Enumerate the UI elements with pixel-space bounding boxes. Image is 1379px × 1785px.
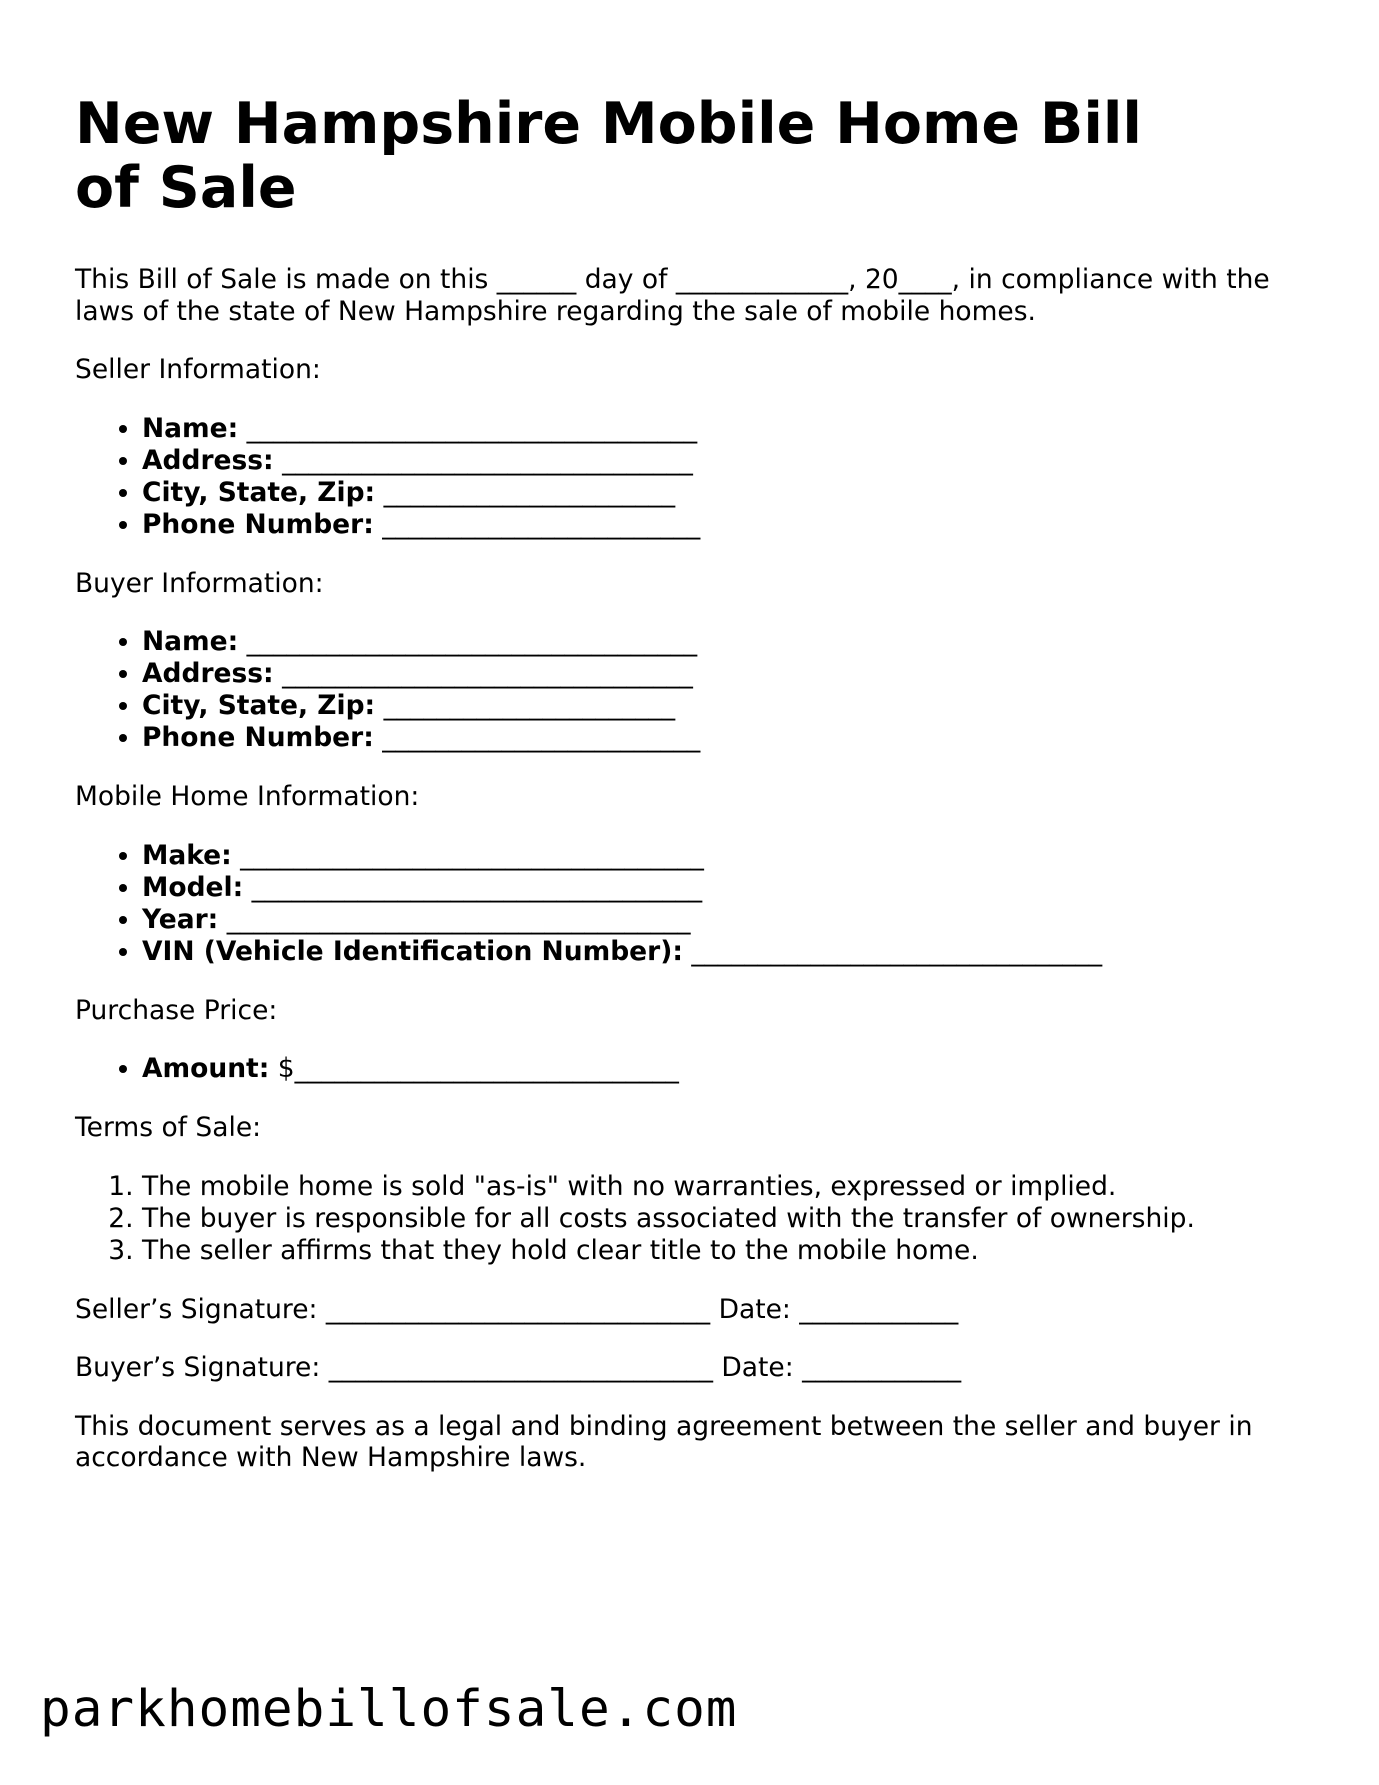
seller-fields-list xyxy=(75,413,1305,541)
field-label: Model: xyxy=(142,871,244,903)
field-blank: _______________________________ xyxy=(273,658,693,689)
field-label: City, State, Zip: xyxy=(142,476,376,508)
intro-paragraph: This Bill of Sale is made on this ______ day of _____________, 20____, in compliance with the laws of the state of New Hampshire regarding the sale of mobile homes. xyxy=(75,264,1270,327)
field-label: VIN (Vehicle Identification Number): xyxy=(142,935,683,967)
mobile-home-section-heading: Mobile Home Information: xyxy=(75,781,420,812)
field-blank: ________________________ xyxy=(373,722,701,753)
field-blank: __________________________________ xyxy=(238,412,698,444)
seller-address-field xyxy=(142,445,1305,477)
seller-city-state-zip-field xyxy=(142,477,1305,509)
vin-field xyxy=(142,936,1305,968)
year-field xyxy=(142,904,1305,936)
buyer-address-field xyxy=(142,658,1305,690)
mobile-home-fields-list xyxy=(75,840,1305,968)
field-blank: ________________________ xyxy=(373,508,701,540)
field-label: Make: xyxy=(142,839,232,871)
field-label: Name: xyxy=(142,412,239,444)
field-label: Phone Number: xyxy=(142,722,374,753)
buyer-fields-list xyxy=(75,626,1305,754)
field-label: Address: xyxy=(142,658,274,689)
seller-phone-field xyxy=(142,509,1305,541)
terms-item: 3. The seller affirms that they hold clear title to the mobile home. xyxy=(142,1235,1305,1267)
field-label: Phone Number: xyxy=(142,508,374,540)
model-field xyxy=(142,872,1305,904)
document-page xyxy=(75,92,1305,1474)
amount-field xyxy=(142,1053,1305,1085)
terms-item: 1. The mobile home is sold "as-is" with no warranties, expressed or implied. xyxy=(142,1171,1305,1203)
field-blank: __________________________________ xyxy=(243,871,703,903)
buyer-signature-line: Buyer’s Signature: _____________________________ Date: ____________ xyxy=(75,1352,962,1383)
buyer-section-heading: Buyer Information: xyxy=(75,567,324,599)
field-blank: __________________________________ xyxy=(238,626,698,657)
purchase-section-heading: Purchase Price: xyxy=(75,994,278,1026)
field-blank: _______________________________ xyxy=(273,444,693,476)
closing-paragraph: This document serves as a legal and binding agreement between the seller and buyer in accordance with New Hampshire laws. xyxy=(75,1410,1253,1473)
buyer-name-field xyxy=(142,626,1305,658)
field-label: City, State, Zip: xyxy=(142,690,376,721)
seller-section-heading: Seller Information: xyxy=(75,354,321,385)
field-blank: ___________________________________ xyxy=(231,839,704,871)
field-blank: _______________________________ xyxy=(682,935,1103,967)
field-blank: ______________________ xyxy=(375,476,676,508)
buyer-city-state-zip-field xyxy=(142,690,1305,722)
purchase-fields-list xyxy=(75,1053,1305,1085)
field-blank: ______________________ xyxy=(375,690,676,721)
make-field xyxy=(142,840,1305,872)
seller-name-field xyxy=(142,413,1305,445)
field-label: Amount: xyxy=(142,1053,270,1084)
field-blank: ___________________________________ xyxy=(218,903,691,935)
buyer-phone-field xyxy=(142,722,1305,754)
site-watermark: parkhomebillofsale.com xyxy=(40,1680,738,1739)
seller-signature-line: Seller’s Signature: _____________________________ Date: ____________ xyxy=(75,1293,959,1325)
terms-item: 2. The buyer is responsible for all costs associated with the transfer of ownership. xyxy=(142,1203,1305,1235)
field-label: Address: xyxy=(142,444,274,476)
terms-section-heading: Terms of Sale: xyxy=(75,1112,262,1143)
field-blank: $_____________________________ xyxy=(269,1053,679,1084)
field-label: Name: xyxy=(142,626,239,657)
terms-list xyxy=(75,1171,1305,1267)
document-title: New Hampshire Mobile Home Bill of Sale xyxy=(75,91,1142,221)
field-label: Year: xyxy=(142,903,219,935)
